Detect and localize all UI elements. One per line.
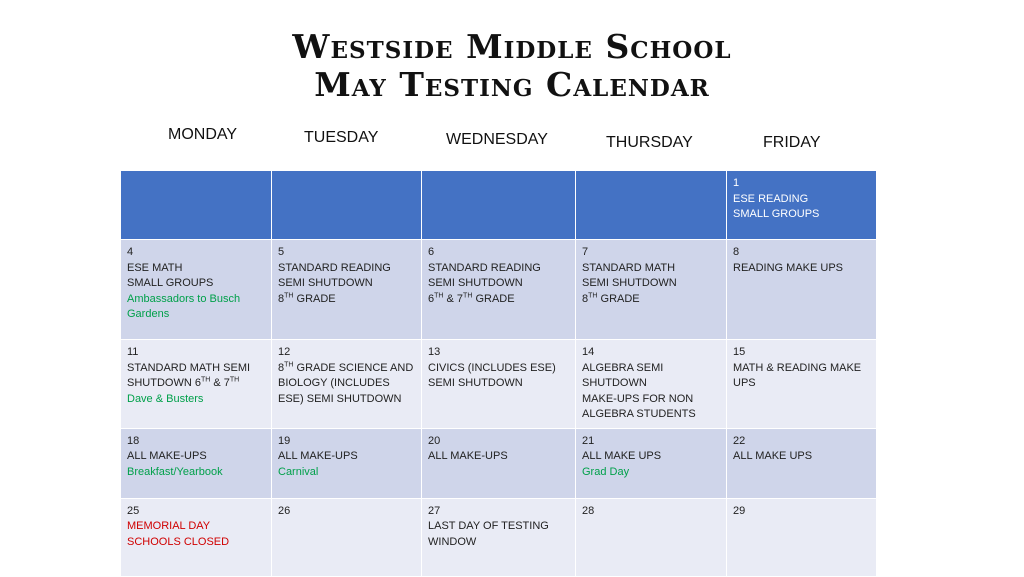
calendar-day-cell-thu: [576, 428, 727, 498]
calendar-week-row: [121, 340, 877, 429]
day-number: 6: [428, 246, 435, 258]
day-number: 28: [582, 504, 595, 517]
testing-note: LAST DAY OF TESTING WINDOW: [428, 520, 549, 548]
calendar-day-cell-mon: [121, 171, 272, 240]
testing-note: MATH & READING MAKE UPS: [733, 361, 862, 389]
calendar-day-cell-fri: [727, 240, 877, 340]
day-number: 18: [127, 434, 140, 447]
testing-note: STANDARD READING: [278, 261, 391, 274]
testing-note: ESE MATH: [127, 261, 183, 274]
testing-note: CIVICS (INCLUDES ESE): [428, 361, 556, 374]
calendar-day-cell-wed: [422, 171, 576, 240]
day-number: 21: [582, 434, 595, 447]
calendar-day-cell-wed: [422, 340, 576, 429]
day-header-thursday: THURSDAY: [606, 134, 693, 151]
calendar-week-row: [121, 240, 877, 340]
day-number: 22: [733, 434, 746, 447]
testing-note: SEMI SHUTDOWN: [278, 277, 373, 289]
testing-note: ESE READING: [733, 192, 809, 205]
school-event: Breakfast/Yearbook: [127, 465, 223, 478]
day-header-friday: FRIDAY: [763, 134, 821, 151]
day-number: 1: [733, 177, 740, 189]
school-event: Dave & Busters: [127, 392, 204, 405]
school-name: Westside Middle School: [292, 27, 732, 66]
day-number: 13: [428, 346, 441, 358]
calendar-day-cell-mon: [121, 240, 272, 340]
testing-note: ALL MAKE-UPS: [278, 450, 358, 462]
calendar-day-cell-fri: [727, 340, 877, 429]
day-number: 4: [127, 246, 134, 258]
school-event: Grad Day: [582, 465, 630, 478]
testing-note: ALGEBRA SEMI SHUTDOWN: [582, 361, 664, 389]
testing-note: 8TH GRADE: [278, 291, 336, 305]
calendar-title: [0, 28, 1024, 104]
calendar-day-cell-mon: [121, 428, 272, 498]
testing-note: READING MAKE UPS: [733, 261, 844, 274]
calendar-day-cell-fri: [727, 428, 877, 498]
testing-note: MAKE-UPS FOR NON ALGEBRA STUDENTS: [582, 392, 696, 420]
calendar-day-cell-thu: [576, 498, 727, 576]
calendar-day-cell-fri: [727, 171, 877, 240]
day-number: 15: [733, 346, 746, 358]
calendar-day-cell-wed: [422, 498, 576, 576]
calendar-day-cell-wed: [422, 428, 576, 498]
testing-note: STANDARD MATH SEMI SHUTDOWN 6TH & 7TH: [127, 361, 251, 389]
day-header-monday: MONDAY: [168, 126, 238, 143]
calendar-week-row: [121, 171, 877, 240]
day-header-wednesday: WEDNESDAY: [446, 131, 548, 148]
day-number: 11: [127, 346, 139, 358]
calendar-day-cell-fri: [727, 498, 877, 576]
testing-note: SEMI SHUTDOWN: [582, 277, 677, 289]
school-event: Carnival: [278, 465, 319, 478]
day-number: 5: [278, 246, 285, 258]
calendar-grid: [120, 170, 877, 577]
testing-note: 6TH & 7TH GRADE: [428, 291, 515, 305]
day-number: 27: [428, 504, 441, 517]
day-number: 25: [127, 504, 140, 517]
testing-note: SEMI SHUTDOWN: [428, 277, 523, 289]
calendar-day-cell-tue: [272, 428, 422, 498]
testing-note: ALL MAKE-UPS: [127, 450, 207, 462]
calendar-name: May Testing Calendar: [314, 65, 710, 104]
calendar-day-cell-mon: [121, 340, 272, 429]
testing-note: 8TH GRADE: [582, 291, 640, 305]
calendar-day-cell-tue: [272, 340, 422, 429]
day-number: 26: [278, 504, 291, 517]
testing-note: SMALL GROUPS: [127, 277, 214, 289]
testing-note: STANDARD READING: [428, 261, 541, 274]
calendar-day-cell-mon: [121, 498, 272, 576]
day-number: 20: [428, 434, 441, 447]
calendar-day-cell-wed: [422, 240, 576, 340]
testing-note: ALL MAKE-UPS: [428, 450, 508, 462]
day-header-tuesday: TUESDAY: [304, 129, 379, 146]
calendar-week-row: [121, 498, 877, 576]
calendar-day-cell-tue: [272, 498, 422, 576]
calendar-day-cell-thu: [576, 171, 727, 240]
holiday-note: SCHOOLS CLOSED: [127, 535, 230, 548]
testing-note: STANDARD MATH: [582, 261, 676, 274]
school-event: Ambassadors to Busch Gardens: [127, 292, 241, 320]
calendar-week-row: [121, 428, 877, 498]
day-number: 29: [733, 504, 746, 517]
day-number: 7: [582, 246, 589, 258]
day-number: 14: [582, 346, 595, 358]
testing-note: ALL MAKE UPS: [733, 450, 813, 462]
holiday-note: MEMORIAL DAY: [127, 520, 211, 532]
testing-note: ALL MAKE UPS: [582, 450, 662, 462]
day-number: 19: [278, 434, 291, 447]
calendar-day-cell-tue: [272, 240, 422, 340]
day-number: 8: [733, 246, 740, 258]
testing-note: SEMI SHUTDOWN: [428, 377, 523, 389]
testing-note: 8TH GRADE SCIENCE AND BIOLOGY (INCLUDES ESE) SEMI SHUTDOWN: [278, 360, 414, 405]
calendar-day-cell-thu: [576, 340, 727, 429]
day-number: 12: [278, 346, 291, 358]
testing-note: SMALL GROUPS: [733, 208, 820, 220]
calendar-day-cell-thu: [576, 240, 727, 340]
calendar-day-cell-tue: [272, 171, 422, 240]
